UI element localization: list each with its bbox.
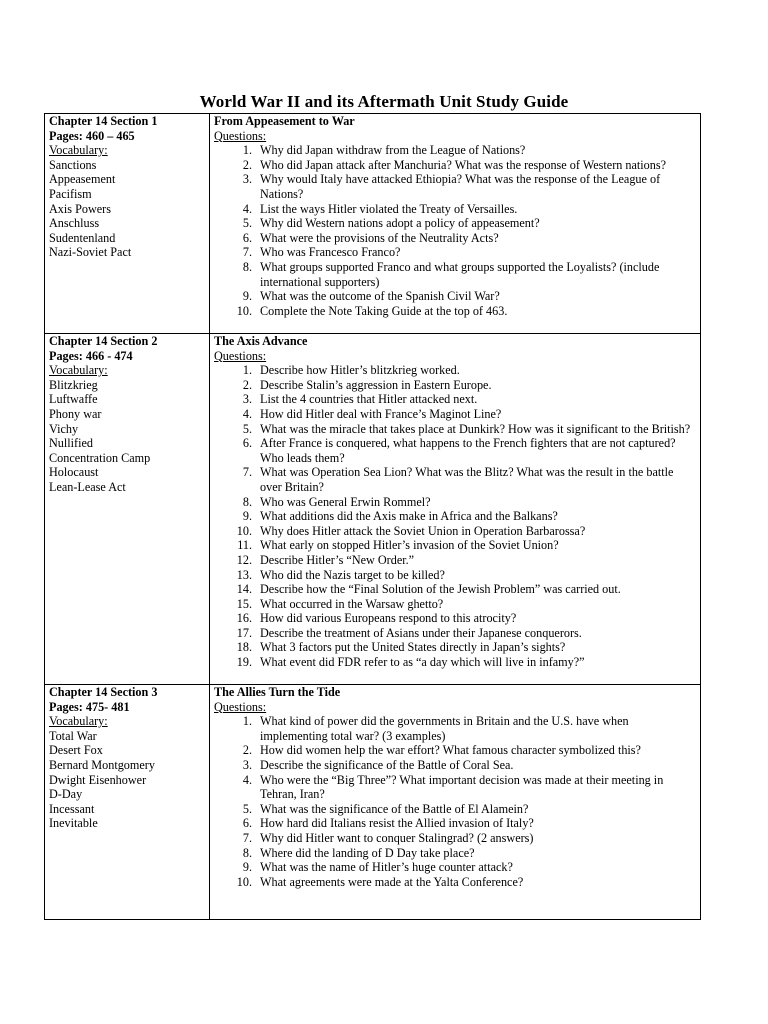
question-item bbox=[214, 568, 700, 583]
questions-label: Questions: bbox=[214, 699, 267, 714]
questions-label: Questions: bbox=[214, 128, 267, 143]
vocabulary-label: Vocabulary: bbox=[49, 143, 108, 158]
vocab-term: Nazi-Soviet Pact bbox=[49, 245, 132, 260]
question-item bbox=[214, 304, 700, 319]
question-item bbox=[214, 831, 700, 846]
pages-label: Pages: 460 – 465 bbox=[49, 128, 135, 143]
question-text: What event did FDR refer to as “a day which will live in infamy?” bbox=[260, 655, 585, 670]
vocab-term: Concentration Camp bbox=[49, 450, 151, 465]
question-item bbox=[214, 611, 700, 626]
question-number: 14. bbox=[236, 582, 252, 597]
question-item bbox=[214, 422, 700, 437]
vocab-term: Pacifism bbox=[49, 186, 92, 201]
question-text: How did Hitler deal with France’s Maginot Line? bbox=[260, 406, 502, 421]
question-number: 2. bbox=[242, 743, 252, 758]
question-text: What was the miracle that takes place at Dunkirk? How was it significant to the British? bbox=[260, 421, 691, 436]
question-list bbox=[214, 714, 700, 889]
question-item bbox=[214, 509, 700, 524]
question-text: What was the name of Hitler’s huge counter attack? bbox=[260, 860, 513, 875]
question-item bbox=[214, 553, 700, 568]
question-item bbox=[214, 875, 700, 890]
question-item bbox=[214, 378, 700, 393]
pages-label: Pages: 475- 481 bbox=[49, 699, 130, 714]
section-row bbox=[45, 685, 701, 920]
question-number: 9. bbox=[242, 860, 252, 875]
vocab-term: Axis Powers bbox=[49, 201, 111, 216]
question-number: 3. bbox=[242, 757, 252, 772]
question-text: Describe Stalin’s aggression in Eastern Europe. bbox=[260, 377, 492, 392]
question-text: Describe Hitler’s “New Order.” bbox=[260, 552, 415, 567]
question-number: 6. bbox=[242, 436, 252, 451]
section-row bbox=[45, 334, 701, 685]
question-item bbox=[214, 289, 700, 304]
vocabulary-label: Vocabulary: bbox=[49, 714, 108, 729]
page-title: World War II and its Aftermath Unit Study Guide bbox=[199, 92, 569, 111]
question-text: What was the outcome of the Spanish Civil War? bbox=[260, 289, 500, 304]
question-number: 15. bbox=[236, 596, 252, 611]
question-text: Why did Hitler want to conquer Stalingrad? (2 answers) bbox=[260, 830, 534, 845]
question-number: 9. bbox=[242, 289, 252, 304]
section-info-cell bbox=[45, 685, 210, 920]
question-number: 8. bbox=[242, 259, 252, 274]
question-text: Describe how Hitler’s blitzkrieg worked. bbox=[260, 363, 460, 378]
question-item bbox=[214, 816, 700, 831]
question-item bbox=[214, 640, 700, 655]
vocab-term: Luftwaffe bbox=[49, 392, 98, 407]
vocab-term: Sudentenland bbox=[49, 230, 116, 245]
question-item bbox=[214, 524, 700, 539]
question-text: How hard did Italians resist the Allied invasion of Italy? bbox=[260, 816, 534, 831]
question-number: 9. bbox=[242, 509, 252, 524]
question-text: What 3 factors put the United States directly in Japan’s sights? bbox=[260, 640, 566, 655]
question-item bbox=[214, 582, 700, 597]
question-number: 1. bbox=[242, 363, 252, 378]
question-number: 1. bbox=[242, 143, 252, 158]
question-item bbox=[214, 773, 700, 802]
question-item bbox=[214, 407, 700, 422]
question-text: How did various Europeans respond to this atrocity? bbox=[260, 611, 517, 626]
question-number: 1. bbox=[242, 714, 252, 729]
study-guide-table bbox=[44, 113, 701, 920]
vocab-term: Sanctions bbox=[49, 157, 97, 172]
question-item bbox=[214, 436, 700, 465]
question-text: What was the significance of the Battle of El Alamein? bbox=[260, 801, 529, 816]
pages-label: Pages: 466 - 474 bbox=[49, 348, 133, 363]
question-number: 6. bbox=[242, 816, 252, 831]
chapter-label: Chapter 14 Section 3 bbox=[49, 685, 158, 699]
question-text: Why would Italy have attacked Ethiopia? What was the response of the League of Nations? bbox=[260, 172, 661, 201]
question-text: Describe the significance of the Battle of Coral Sea. bbox=[260, 757, 514, 772]
question-number: 10. bbox=[236, 303, 252, 318]
question-text: What groups supported Franco and what groups supported the Loyalists? (include international supporters) bbox=[260, 259, 660, 289]
question-item bbox=[214, 260, 700, 289]
question-list bbox=[214, 143, 700, 318]
vocab-term: Desert Fox bbox=[49, 743, 103, 758]
question-text: What early on stopped Hitler’s invasion of the Soviet Union? bbox=[260, 538, 559, 553]
question-number: 12. bbox=[236, 552, 252, 567]
question-text: Why did Western nations adopt a policy of appeasement? bbox=[260, 216, 540, 231]
question-text: List the ways Hitler violated the Treaty of Versailles. bbox=[260, 201, 518, 216]
question-text: After France is conquered, what happens to the French fighters that are not captured? Who leads them? bbox=[260, 436, 676, 465]
question-item bbox=[214, 495, 700, 510]
question-item bbox=[214, 245, 700, 260]
question-item bbox=[214, 202, 700, 217]
question-number: 7. bbox=[242, 465, 252, 480]
question-item bbox=[214, 655, 700, 670]
vocabulary-label: Vocabulary: bbox=[49, 363, 108, 378]
question-item bbox=[214, 172, 700, 201]
question-text: Why did Japan withdraw from the League of Nations? bbox=[260, 143, 526, 158]
question-item bbox=[214, 743, 700, 758]
vocab-term: Total War bbox=[49, 728, 97, 743]
question-item bbox=[214, 714, 700, 743]
vocab-term: Nullified bbox=[49, 436, 94, 451]
question-text: What kind of power did the governments in Britain and the U.S. have when implementing total war? (3 examples) bbox=[260, 714, 629, 743]
question-text: Who was General Erwin Rommel? bbox=[260, 494, 431, 509]
question-item bbox=[214, 158, 700, 173]
question-item bbox=[214, 597, 700, 612]
question-text: Describe how the “Final Solution of the Jewish Problem” was carried out. bbox=[260, 582, 621, 597]
question-text: What was Operation Sea Lion? What was the Blitz? What was the result in the battle over Britain? bbox=[260, 465, 674, 494]
section-heading: The Axis Advance bbox=[214, 334, 308, 348]
question-item bbox=[214, 626, 700, 641]
question-number: 7. bbox=[242, 830, 252, 845]
section-info-cell bbox=[45, 334, 210, 685]
question-item bbox=[214, 465, 700, 494]
vocab-term: D-Day bbox=[49, 787, 83, 802]
question-number: 13. bbox=[236, 567, 252, 582]
question-item bbox=[214, 802, 700, 817]
vocab-term: Anschluss bbox=[49, 216, 100, 231]
question-number: 8. bbox=[242, 845, 252, 860]
section-questions-cell bbox=[210, 685, 701, 920]
question-number: 7. bbox=[242, 245, 252, 260]
question-number: 16. bbox=[236, 611, 252, 626]
question-text: Who did the Nazis target to be killed? bbox=[260, 567, 445, 582]
question-number: 3. bbox=[242, 172, 252, 187]
question-number: 10. bbox=[236, 874, 252, 889]
question-text: Describe the treatment of Asians under their Japanese conquerors. bbox=[260, 625, 582, 640]
question-number: 19. bbox=[236, 655, 252, 670]
vocab-term: Inevitable bbox=[49, 816, 98, 831]
question-number: 4. bbox=[242, 201, 252, 216]
chapter-label: Chapter 14 Section 1 bbox=[49, 114, 158, 128]
section-heading: From Appeasement to War bbox=[214, 114, 355, 128]
section-info-cell bbox=[45, 114, 210, 334]
question-number: 4. bbox=[242, 772, 252, 787]
question-number: 6. bbox=[242, 230, 252, 245]
vocab-term: Lean-Lease Act bbox=[49, 479, 126, 494]
question-text: What were the provisions of the Neutrality Acts? bbox=[260, 230, 499, 245]
section-questions-cell bbox=[210, 334, 701, 685]
question-item bbox=[214, 860, 700, 875]
section-heading: The Allies Turn the Tide bbox=[214, 685, 341, 699]
question-text: List the 4 countries that Hitler attacked next. bbox=[260, 392, 478, 407]
vocab-term: Holocaust bbox=[49, 465, 99, 480]
questions-label: Questions: bbox=[214, 348, 267, 363]
vocab-term: Appeasement bbox=[49, 172, 116, 187]
question-number: 5. bbox=[242, 421, 252, 436]
question-text: What additions did the Axis make in Africa and the Balkans? bbox=[260, 509, 558, 524]
question-number: 11. bbox=[237, 538, 252, 553]
vocab-term: Incessant bbox=[49, 801, 95, 816]
section-row bbox=[45, 114, 701, 334]
vocab-term: Vichy bbox=[49, 421, 79, 436]
question-list bbox=[214, 363, 700, 669]
question-text: Who were the “Big Three”? What important decision was made at their meeting in Tehran, Iran? bbox=[260, 772, 664, 802]
question-item bbox=[214, 216, 700, 231]
question-number: 8. bbox=[242, 494, 252, 509]
question-number: 5. bbox=[242, 801, 252, 816]
question-text: Where did the landing of D Day take place? bbox=[260, 845, 475, 860]
question-item bbox=[214, 758, 700, 773]
question-number: 2. bbox=[242, 157, 252, 172]
question-number: 18. bbox=[236, 640, 252, 655]
question-item bbox=[214, 538, 700, 553]
question-number: 3. bbox=[242, 392, 252, 407]
section-questions-cell bbox=[210, 114, 701, 334]
question-number: 4. bbox=[242, 406, 252, 421]
question-number: 10. bbox=[236, 523, 252, 538]
question-item bbox=[214, 231, 700, 246]
chapter-label: Chapter 14 Section 2 bbox=[49, 334, 158, 348]
question-number: 2. bbox=[242, 377, 252, 392]
question-text: Who did Japan attack after Manchuria? What was the response of Western nations? bbox=[260, 157, 667, 172]
question-number: 5. bbox=[242, 216, 252, 231]
question-text: What occurred in the Warsaw ghetto? bbox=[260, 596, 444, 611]
question-text: Complete the Note Taking Guide at the top of 463. bbox=[260, 303, 508, 318]
question-item bbox=[214, 143, 700, 158]
question-item bbox=[214, 392, 700, 407]
question-item bbox=[214, 846, 700, 861]
question-item bbox=[214, 363, 700, 378]
question-text: Who was Francesco Franco? bbox=[260, 245, 401, 260]
vocab-term: Blitzkrieg bbox=[49, 377, 98, 392]
vocab-term: Phony war bbox=[49, 406, 102, 421]
vocab-term: Dwight Eisenhower bbox=[49, 772, 147, 787]
question-text: Why does Hitler attack the Soviet Union in Operation Barbarossa? bbox=[260, 523, 586, 538]
question-text: What agreements were made at the Yalta Conference? bbox=[260, 874, 524, 889]
question-number: 17. bbox=[236, 625, 252, 640]
question-text: How did women help the war effort? What famous character symbolized this? bbox=[260, 743, 641, 758]
vocab-term: Bernard Montgomery bbox=[49, 757, 155, 772]
